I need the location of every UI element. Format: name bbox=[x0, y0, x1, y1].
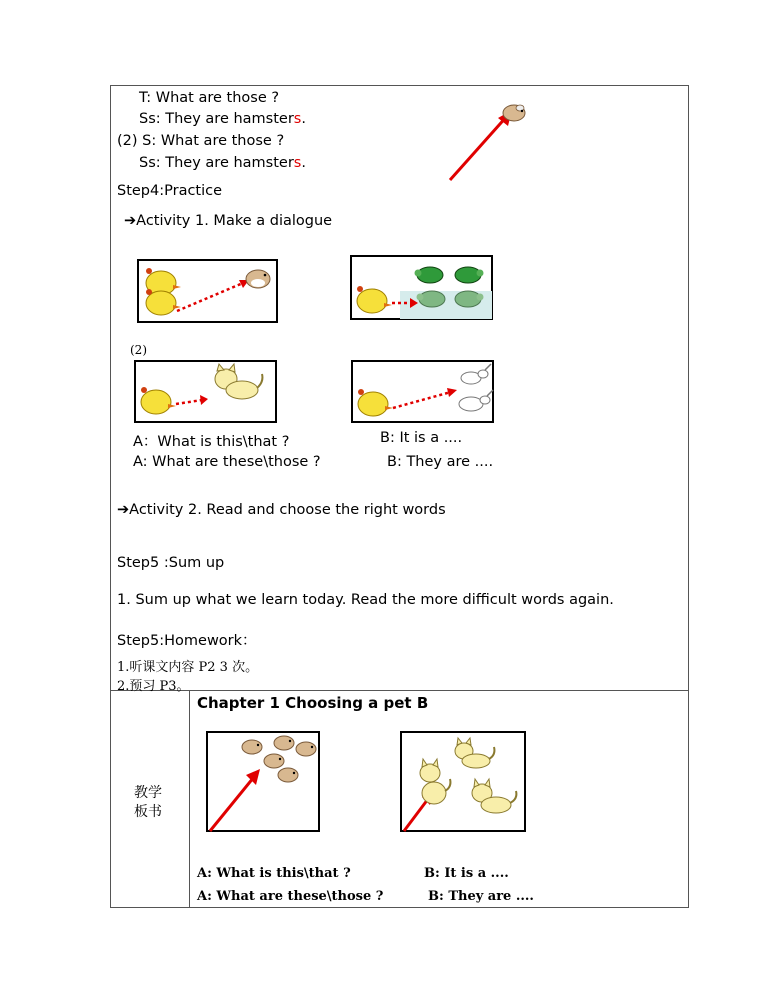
dialogue-line-4-end: . bbox=[301, 155, 306, 171]
table-top-border bbox=[110, 85, 689, 86]
arrow-right-icon: ➔ bbox=[117, 502, 130, 518]
rabbit-icon bbox=[455, 366, 495, 418]
picture-frame-chick-cat bbox=[134, 360, 277, 423]
homework-item-1: 1.听课文内容 P2 3 次。 bbox=[117, 660, 259, 675]
activity2-heading bbox=[117, 502, 446, 518]
picture-frame-chick-turtles bbox=[350, 255, 493, 320]
board-qa2-answer: B: They are .... bbox=[428, 889, 534, 904]
board-label-line-1: 教学 bbox=[134, 785, 162, 801]
table-right-border bbox=[688, 85, 689, 908]
dialogue-line-4 bbox=[139, 155, 306, 171]
dialogue-line-2-text: Ss: They are hamster bbox=[139, 111, 294, 127]
turtle-icon bbox=[412, 263, 492, 315]
table-left-border bbox=[110, 85, 111, 908]
dialogue-line-2 bbox=[139, 111, 306, 127]
homework-heading: Step5:Homework： bbox=[117, 633, 257, 649]
hamster-icon bbox=[500, 100, 530, 124]
plural-s-highlight: s bbox=[293, 111, 302, 127]
arrow-icon bbox=[174, 390, 210, 410]
step5-item-1: 1. Sum up what we learn today. Read the more difficult words again. bbox=[117, 592, 614, 608]
chick-icon bbox=[355, 386, 395, 420]
chick-icon bbox=[138, 384, 178, 418]
plural-s-highlight: s bbox=[293, 155, 302, 171]
table-column-divider bbox=[189, 690, 190, 908]
table-bottom-border bbox=[110, 907, 689, 908]
hamster-icon bbox=[240, 735, 320, 785]
arrow-right-icon: ➔ bbox=[124, 213, 137, 229]
qa1-answer: B: It is a .... bbox=[380, 430, 463, 446]
activity1-heading bbox=[124, 213, 332, 229]
cat-icon bbox=[212, 366, 266, 404]
group-label-2: (2) bbox=[130, 343, 147, 357]
board-qa1-question: A: What is this\that ? bbox=[197, 866, 351, 881]
board-qa1-answer: B: It is a .... bbox=[424, 866, 509, 881]
activity2-text: Activity 2. Read and choose the right words bbox=[129, 502, 446, 518]
dialogue-line-4-text: Ss: They are hamster bbox=[139, 155, 294, 171]
table-middle-border bbox=[110, 690, 689, 691]
qa2-answer: B: They are .... bbox=[387, 454, 494, 470]
picture-frame-chick-rabbits bbox=[351, 360, 494, 423]
homework-item-2: 2.预习 P3。 bbox=[117, 679, 190, 694]
board-label-line-2: 板书 bbox=[134, 804, 162, 820]
dialogue-line-3: (2) S: What are those ? bbox=[117, 133, 285, 149]
board-qa2-question: A: What are these\those ? bbox=[197, 889, 384, 904]
board-frame-cats bbox=[400, 731, 526, 832]
qa2-question: A: What are these\those ? bbox=[133, 454, 321, 470]
hamster-icon bbox=[243, 265, 273, 291]
qa1-question: A：What is this\that ? bbox=[133, 434, 290, 450]
activity1-text: Activity 1. Make a dialogue bbox=[136, 213, 333, 229]
picture-frame-chicks-hamster bbox=[137, 259, 278, 323]
step5-heading: Step5 :Sum up bbox=[117, 555, 225, 571]
board-title: Chapter 1 Choosing a pet B bbox=[197, 694, 429, 712]
dialogue-line-2-end: . bbox=[301, 111, 306, 127]
step4-heading: Step4:Practice bbox=[117, 183, 223, 199]
dialogue-line-1: T: What are those ? bbox=[139, 90, 280, 106]
chick-icon bbox=[354, 283, 394, 317]
board-frame-hamsters bbox=[206, 731, 320, 832]
cat-icon bbox=[412, 737, 524, 829]
arrow-icon bbox=[391, 384, 461, 414]
